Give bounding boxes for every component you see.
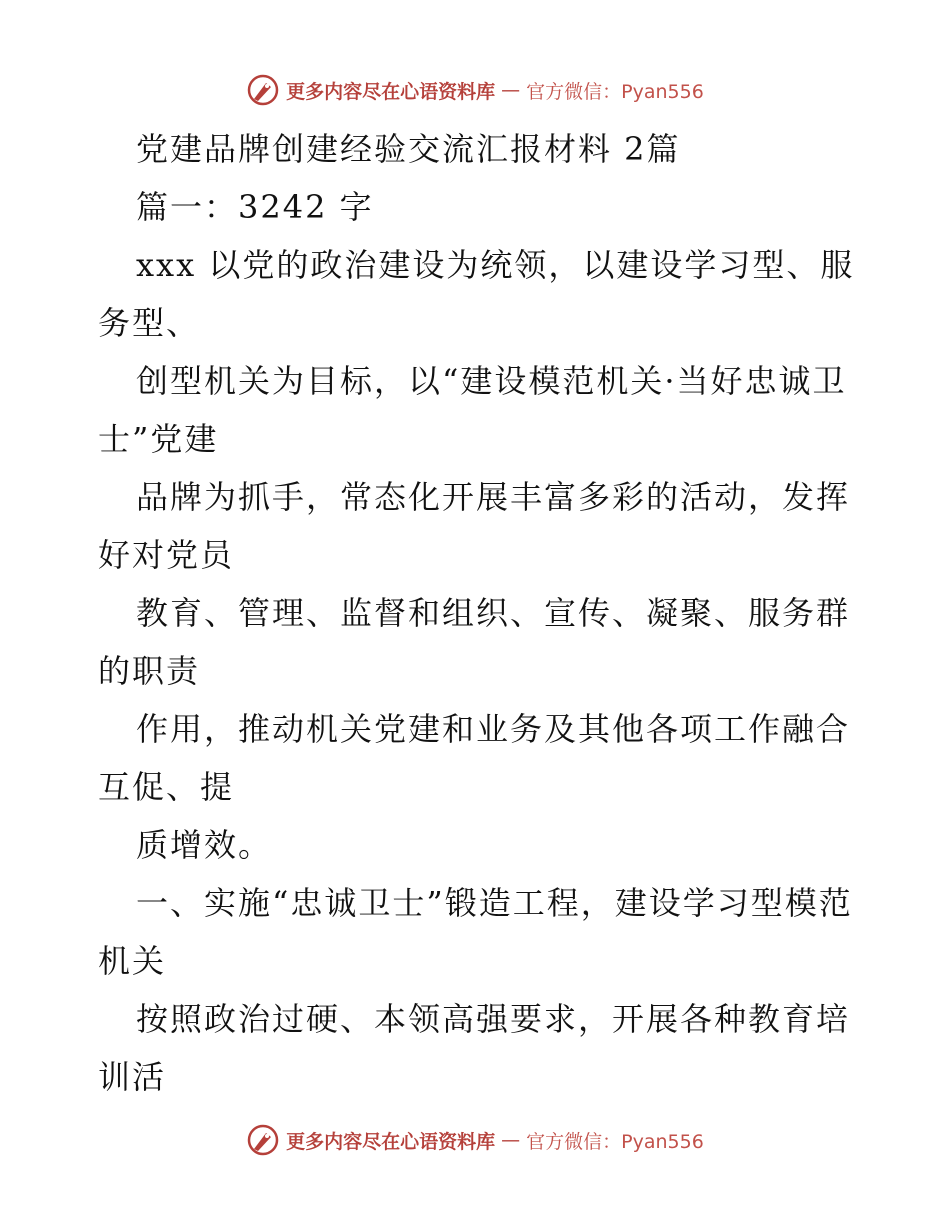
- paragraph: 质增效。: [136, 826, 273, 864]
- paragraph: 品牌为抓手，常态化开展丰富多彩的活动，发挥好对党员: [98, 478, 851, 574]
- watermark-banner-bottom: [0, 1120, 950, 1160]
- pen-nib-icon: [246, 73, 280, 107]
- paragraph: 按照政治过硬、本领高强要求，开展各种教育培训活: [98, 1000, 851, 1096]
- paragraph: xxx 以党的政治建设为统领，以建设学习型、服务型、: [98, 246, 855, 342]
- watermark-contact: 官方微信：Pyan556: [526, 80, 704, 103]
- paragraph: 教育、管理、监督和组织、宣传、凝聚、服务群的职责: [98, 594, 851, 690]
- watermark-contact: 官方微信：Pyan556: [526, 1130, 704, 1153]
- document-subtitle: 篇一：3242 字: [136, 188, 374, 226]
- pen-nib-icon: [246, 1123, 280, 1157]
- watermark-dash: —: [501, 79, 521, 101]
- paragraph: 创型机关为目标，以“建设模范机关·当好忠诚卫士”党建: [98, 362, 847, 458]
- watermark-dash: —: [501, 1129, 521, 1151]
- paragraph: 作用，推动机关党建和业务及其他各项工作融合互促、提: [98, 710, 851, 806]
- section-heading: 一、实施“忠诚卫士”锻造工程，建设学习型模范机关: [98, 884, 853, 980]
- watermark-brand: 更多内容尽在心语资料库: [286, 1130, 496, 1153]
- document-title: 党建品牌创建经验交流汇报材料 2篇: [136, 130, 681, 168]
- watermark-banner-top: [0, 70, 950, 110]
- document-body: [98, 120, 858, 1106]
- watermark-brand: 更多内容尽在心语资料库: [286, 80, 496, 103]
